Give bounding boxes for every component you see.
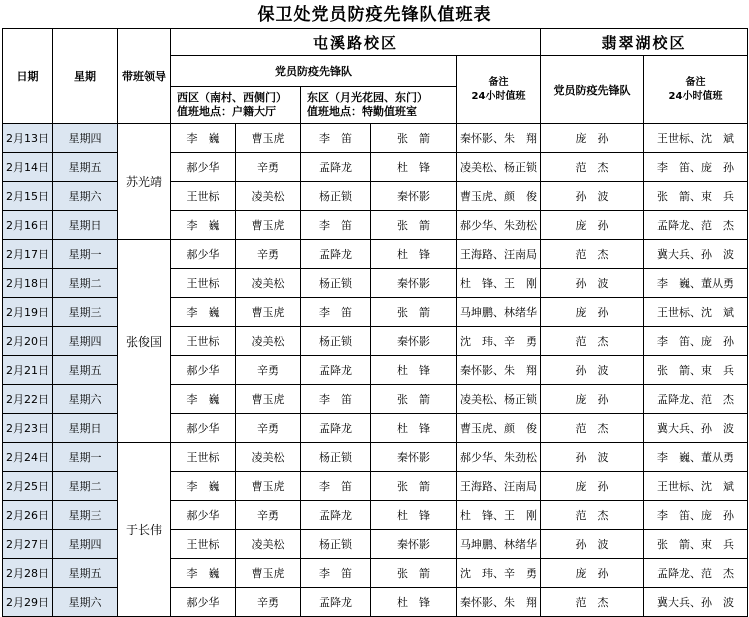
- east-member-2-cell: 杜 锋: [371, 501, 457, 530]
- feicuihu-member-cell: 庞 孙: [541, 559, 644, 588]
- header-weekday: 星期: [53, 29, 118, 124]
- note-24h-cell: 凌美松、杨正锁: [457, 153, 541, 182]
- west-member-2-cell: 辛勇: [236, 588, 301, 617]
- feicuihu-member-cell: 范 杰: [541, 414, 644, 443]
- east-member-1-cell: 李 笛: [301, 559, 371, 588]
- east-member-1-cell: 李 笛: [301, 124, 371, 153]
- west-member-2-cell: 曹玉虎: [236, 211, 301, 240]
- weekday-cell: 星期日: [53, 211, 118, 240]
- note-24h-cell: 秦怀影、朱 翔: [457, 124, 541, 153]
- west-member-1-cell: 王世标: [171, 530, 236, 559]
- weekday-cell: 星期四: [53, 124, 118, 153]
- note-24h-cell: 马坤鹏、林绪华: [457, 530, 541, 559]
- weekday-cell: 星期三: [53, 501, 118, 530]
- header-note-sub: 24小时值班: [471, 90, 526, 102]
- campus-tunxi: 屯溪路校区: [171, 29, 541, 56]
- east-member-1-cell: 李 笛: [301, 385, 371, 414]
- feicuihu-note-cell: 孟降龙、范 杰: [644, 211, 748, 240]
- east-member-1-cell: 李 笛: [301, 472, 371, 501]
- east-member-2-cell: 秦怀影: [371, 530, 457, 559]
- feicuihu-note-cell: 冀大兵、孙 波: [644, 414, 748, 443]
- note-24h-cell: 凌美松、杨正锁: [457, 385, 541, 414]
- date-cell: 2月23日: [3, 414, 53, 443]
- table-row: [3, 124, 748, 153]
- header-date: 日期: [3, 29, 53, 124]
- east-member-2-cell: 秦怀影: [371, 443, 457, 472]
- west-member-2-cell: 凌美松: [236, 443, 301, 472]
- west-member-2-cell: 辛勇: [236, 501, 301, 530]
- west-member-1-cell: 李 巍: [171, 559, 236, 588]
- table-row: [3, 356, 748, 385]
- weekday-cell: 星期一: [53, 443, 118, 472]
- east-member-2-cell: 张 箭: [371, 385, 457, 414]
- west-member-1-cell: 李 巍: [171, 211, 236, 240]
- feicuihu-note-cell: 张 箭、束 兵: [644, 182, 748, 211]
- east-member-2-cell: 秦怀影: [371, 182, 457, 211]
- header-leader: 带班领导: [118, 29, 171, 124]
- west-zone-label: 西区（南村、西侧门）: [177, 91, 287, 104]
- west-member-2-cell: 辛勇: [236, 240, 301, 269]
- header-note2-sub: 24小时值班: [668, 90, 723, 102]
- east-member-2-cell: 杜 锋: [371, 356, 457, 385]
- weekday-cell: 星期四: [53, 530, 118, 559]
- weekday-cell: 星期三: [53, 298, 118, 327]
- feicuihu-note-cell: 冀大兵、孙 波: [644, 240, 748, 269]
- weekday-cell: 星期四: [53, 327, 118, 356]
- feicuihu-note-cell: 李 笛、庞 孙: [644, 501, 748, 530]
- east-member-1-cell: 杨正锁: [301, 269, 371, 298]
- date-cell: 2月22日: [3, 385, 53, 414]
- west-member-1-cell: 李 巍: [171, 298, 236, 327]
- east-member-1-cell: 李 笛: [301, 298, 371, 327]
- table-row: [3, 443, 748, 472]
- west-member-1-cell: 李 巍: [171, 472, 236, 501]
- table-row: [3, 153, 748, 182]
- header-note-label: 备注: [488, 76, 509, 88]
- date-cell: 2月29日: [3, 588, 53, 617]
- east-member-2-cell: 秦怀影: [371, 269, 457, 298]
- weekday-cell: 星期五: [53, 153, 118, 182]
- west-member-1-cell: 李 巍: [171, 385, 236, 414]
- note-24h-cell: 曹玉虎、颜 俊: [457, 182, 541, 211]
- feicuihu-note-cell: 王世标、沈 斌: [644, 298, 748, 327]
- table-row: [3, 211, 748, 240]
- west-member-2-cell: 曹玉虎: [236, 559, 301, 588]
- west-member-2-cell: 曹玉虎: [236, 298, 301, 327]
- note-24h-cell: 沈 玮、辛 勇: [457, 559, 541, 588]
- date-cell: 2月28日: [3, 559, 53, 588]
- west-member-1-cell: 王世标: [171, 182, 236, 211]
- east-member-2-cell: 秦怀影: [371, 327, 457, 356]
- feicuihu-member-cell: 范 杰: [541, 153, 644, 182]
- east-member-2-cell: 张 箭: [371, 472, 457, 501]
- weekday-cell: 星期一: [53, 240, 118, 269]
- date-cell: 2月20日: [3, 327, 53, 356]
- west-member-1-cell: 王世标: [171, 269, 236, 298]
- west-member-1-cell: 郝少华: [171, 240, 236, 269]
- west-member-2-cell: 辛勇: [236, 414, 301, 443]
- feicuihu-note-cell: 李 笛、庞 孙: [644, 153, 748, 182]
- feicuihu-note-cell: 孟降龙、范 杰: [644, 385, 748, 414]
- west-member-1-cell: 郝少华: [171, 153, 236, 182]
- date-cell: 2月21日: [3, 356, 53, 385]
- west-member-2-cell: 辛勇: [236, 356, 301, 385]
- east-place-label: 值班地点：特勤值班室: [307, 105, 417, 118]
- feicuihu-member-cell: 庞 孙: [541, 472, 644, 501]
- feicuihu-member-cell: 范 杰: [541, 501, 644, 530]
- note-24h-cell: 王海路、汪南局: [457, 240, 541, 269]
- feicuihu-note-cell: 冀大兵、孙 波: [644, 588, 748, 617]
- note-24h-cell: 郝少华、朱劲松: [457, 443, 541, 472]
- note-24h-cell: 秦怀影、朱 翔: [457, 588, 541, 617]
- duty-table: [2, 28, 748, 617]
- feicuihu-note-cell: 张 箭、束 兵: [644, 530, 748, 559]
- weekday-cell: 星期五: [53, 356, 118, 385]
- east-member-2-cell: 杜 锋: [371, 414, 457, 443]
- date-cell: 2月25日: [3, 472, 53, 501]
- feicuihu-member-cell: 孙 波: [541, 530, 644, 559]
- east-member-1-cell: 李 笛: [301, 211, 371, 240]
- weekday-cell: 星期六: [53, 385, 118, 414]
- feicuihu-member-cell: 庞 孙: [541, 211, 644, 240]
- feicuihu-member-cell: 庞 孙: [541, 298, 644, 327]
- west-member-1-cell: 郝少华: [171, 501, 236, 530]
- header-east-zone: [301, 87, 457, 124]
- west-member-2-cell: 凌美松: [236, 269, 301, 298]
- note-24h-cell: 杜 锋、王 刚: [457, 501, 541, 530]
- weekday-cell: 星期二: [53, 472, 118, 501]
- header-note2-label: 备注: [685, 76, 706, 88]
- east-member-1-cell: 孟降龙: [301, 153, 371, 182]
- feicuihu-member-cell: 孙 波: [541, 269, 644, 298]
- feicuihu-note-cell: 张 箭、束 兵: [644, 356, 748, 385]
- date-cell: 2月26日: [3, 501, 53, 530]
- note-24h-cell: 杜 锋、王 刚: [457, 269, 541, 298]
- header-note-feicuihu: [644, 56, 748, 124]
- table-row: [3, 298, 748, 327]
- east-member-2-cell: 杜 锋: [371, 153, 457, 182]
- east-member-2-cell: 杜 锋: [371, 588, 457, 617]
- east-member-1-cell: 杨正锁: [301, 443, 371, 472]
- feicuihu-member-cell: 范 杰: [541, 327, 644, 356]
- feicuihu-note-cell: 李 笛、庞 孙: [644, 327, 748, 356]
- date-cell: 2月18日: [3, 269, 53, 298]
- table-row: [3, 588, 748, 617]
- table-row: [3, 182, 748, 211]
- east-zone-label: 东区（月光花园、东门）: [307, 91, 428, 104]
- feicuihu-note-cell: 王世标、沈 斌: [644, 124, 748, 153]
- east-member-1-cell: 孟降龙: [301, 588, 371, 617]
- note-24h-cell: 沈 玮、辛 勇: [457, 327, 541, 356]
- table-row: [3, 240, 748, 269]
- east-member-2-cell: 张 箭: [371, 298, 457, 327]
- west-member-1-cell: 郝少华: [171, 356, 236, 385]
- note-24h-cell: 曹玉虎、颜 俊: [457, 414, 541, 443]
- roster-body: [3, 124, 748, 617]
- date-cell: 2月13日: [3, 124, 53, 153]
- table-row: [3, 501, 748, 530]
- table-row: [3, 530, 748, 559]
- table-row: [3, 327, 748, 356]
- feicuihu-member-cell: 庞 孙: [541, 124, 644, 153]
- date-cell: 2月15日: [3, 182, 53, 211]
- table-row: [3, 559, 748, 588]
- note-24h-cell: 马坤鹏、林绪华: [457, 298, 541, 327]
- header-west-zone: [171, 87, 301, 124]
- weekday-cell: 星期二: [53, 269, 118, 298]
- weekday-cell: 星期五: [53, 559, 118, 588]
- west-member-2-cell: 曹玉虎: [236, 472, 301, 501]
- east-member-1-cell: 孟降龙: [301, 414, 371, 443]
- east-member-1-cell: 杨正锁: [301, 530, 371, 559]
- weekday-cell: 星期六: [53, 588, 118, 617]
- table-row: [3, 472, 748, 501]
- west-member-2-cell: 曹玉虎: [236, 385, 301, 414]
- header-note-tunxi: [457, 56, 541, 124]
- feicuihu-member-cell: 范 杰: [541, 240, 644, 269]
- feicuihu-note-cell: 李 巍、董从勇: [644, 443, 748, 472]
- east-member-2-cell: 杜 锋: [371, 240, 457, 269]
- date-cell: 2月14日: [3, 153, 53, 182]
- west-member-2-cell: 凌美松: [236, 530, 301, 559]
- east-member-2-cell: 张 箭: [371, 559, 457, 588]
- date-cell: 2月16日: [3, 211, 53, 240]
- west-member-2-cell: 凌美松: [236, 327, 301, 356]
- east-member-1-cell: 杨正锁: [301, 327, 371, 356]
- note-24h-cell: 王海路、汪南局: [457, 472, 541, 501]
- header-team-feicuihu: 党员防疫先锋队: [541, 56, 644, 124]
- page-title: 保卫处党员防疫先锋队值班表: [257, 5, 492, 25]
- feicuihu-member-cell: 孙 波: [541, 182, 644, 211]
- feicuihu-member-cell: 庞 孙: [541, 385, 644, 414]
- west-member-1-cell: 王世标: [171, 327, 236, 356]
- east-member-2-cell: 张 箭: [371, 211, 457, 240]
- west-member-1-cell: 郝少华: [171, 588, 236, 617]
- west-member-1-cell: 李 巍: [171, 124, 236, 153]
- feicuihu-note-cell: 孟降龙、范 杰: [644, 559, 748, 588]
- west-member-1-cell: 郝少华: [171, 414, 236, 443]
- west-place-label: 值班地点：户籍大厅: [177, 105, 276, 118]
- note-24h-cell: 秦怀影、朱 翔: [457, 356, 541, 385]
- date-cell: 2月19日: [3, 298, 53, 327]
- date-cell: 2月27日: [3, 530, 53, 559]
- west-member-2-cell: 辛勇: [236, 153, 301, 182]
- header-team-tunxi: 党员防疫先锋队: [171, 56, 457, 87]
- west-member-2-cell: 凌美松: [236, 182, 301, 211]
- feicuihu-note-cell: 王世标、沈 斌: [644, 472, 748, 501]
- east-member-1-cell: 孟降龙: [301, 501, 371, 530]
- weekday-cell: 星期六: [53, 182, 118, 211]
- leader-cell: 苏光靖: [118, 124, 171, 240]
- table-row: [3, 269, 748, 298]
- table-row: [3, 385, 748, 414]
- west-member-2-cell: 曹玉虎: [236, 124, 301, 153]
- east-member-1-cell: 孟降龙: [301, 240, 371, 269]
- feicuihu-note-cell: 李 巍、董从勇: [644, 269, 748, 298]
- feicuihu-member-cell: 孙 波: [541, 443, 644, 472]
- campus-feicuihu: 翡翠湖校区: [541, 29, 748, 56]
- east-member-1-cell: 杨正锁: [301, 182, 371, 211]
- east-member-2-cell: 张 箭: [371, 124, 457, 153]
- date-cell: 2月17日: [3, 240, 53, 269]
- west-member-1-cell: 王世标: [171, 443, 236, 472]
- note-24h-cell: 郝少华、朱劲松: [457, 211, 541, 240]
- table-row: [3, 414, 748, 443]
- date-cell: 2月24日: [3, 443, 53, 472]
- feicuihu-member-cell: 范 杰: [541, 588, 644, 617]
- feicuihu-member-cell: 孙 波: [541, 356, 644, 385]
- weekday-cell: 星期日: [53, 414, 118, 443]
- leader-cell: 张俊国: [118, 240, 171, 443]
- east-member-1-cell: 孟降龙: [301, 356, 371, 385]
- leader-cell: 于长伟: [118, 443, 171, 617]
